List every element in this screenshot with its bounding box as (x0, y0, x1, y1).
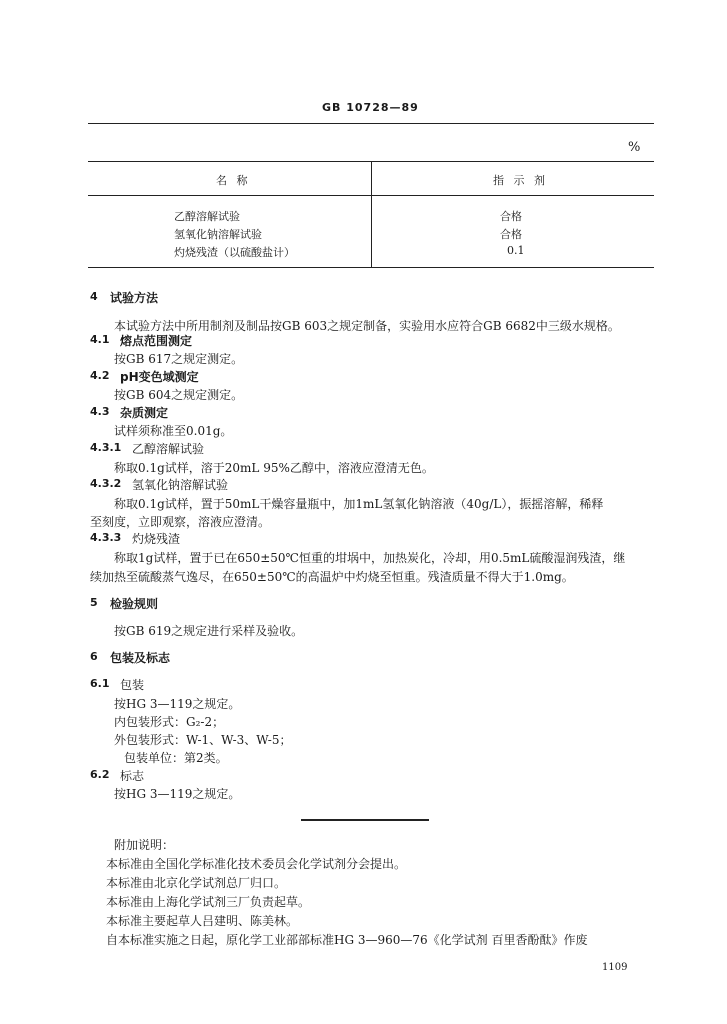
column-header-name: 名 称 (216, 174, 251, 187)
table-row-name: 灼烧残渣（以硫酸盐计） (174, 246, 295, 259)
notes-separator (301, 819, 429, 821)
paragraph: 按HG 3—119之规定。 (114, 787, 241, 801)
header-rule (88, 123, 654, 124)
section-number: 4.3.3 (90, 531, 122, 544)
column-header-value: 指 示 剂 (493, 174, 548, 187)
section-number: 4.3.1 (90, 441, 122, 454)
section-number: 4.1 (90, 333, 110, 346)
section-number: 4.2 (90, 369, 110, 382)
section-number: 5 (90, 596, 98, 609)
section-number: 4 (90, 290, 98, 303)
section-title: 杂质测定 (120, 406, 169, 420)
notes-heading: 附加说明： (114, 838, 175, 852)
section-number: 4.3.2 (90, 477, 122, 490)
section-title: 熔点范围测定 (120, 334, 193, 348)
section-number: 6 (90, 650, 98, 663)
section-number: 4.3 (90, 405, 110, 418)
paragraph: 称取0.1g试样，置于50mL干燥容量瓶中，加1mL氢氧化钠溶液（40g/L），振摇溶解，稀释 (114, 497, 604, 511)
table-row-name: 氢氧化钠溶解试验 (174, 228, 262, 241)
table-bottom-rule (88, 267, 654, 268)
section-title: 试验方法 (110, 291, 159, 305)
note-line: 本标准由全国化学标准化技术委员会化学试剂分会提出。 (106, 857, 407, 871)
section-title: 检验规则 (110, 597, 159, 611)
table-row-value: 0.1 (507, 244, 525, 257)
section-title: 氢氧化钠溶解试验 (132, 478, 229, 492)
table-header-rule (88, 195, 654, 196)
paragraph: 包装单位：第2类。 (124, 751, 228, 765)
section-title: 包装及标志 (110, 651, 171, 665)
note-line: 本标准由上海化学试剂三厂负责起草。 (106, 895, 311, 909)
paragraph: 按GB 604之规定测定。 (114, 388, 244, 402)
paragraph: 称取1g试样，置于已在650±50℃恒重的坩埚中，加热炭化，冷却，用0.5mL硫酸湿润残渣，继 (114, 551, 626, 565)
page-number: 1109 (602, 962, 628, 973)
table-column-divider (371, 161, 372, 268)
paragraph: 按GB 617之规定测定。 (114, 352, 244, 366)
table-row-value: 合格 (500, 210, 522, 223)
table-row-value: 合格 (500, 228, 522, 241)
paragraph: 按HG 3—119之规定。 (114, 697, 241, 711)
document-code: GB 10728—89 (322, 101, 419, 114)
paragraph: 至刻度，立即观察，溶液应澄清。 (90, 515, 271, 529)
note-line: 本标准由北京化学试剂总厂归口。 (106, 876, 287, 890)
section-title: 包装 (120, 678, 145, 692)
table-row-name: 乙醇溶解试验 (174, 210, 240, 223)
section-title: 标志 (120, 769, 145, 783)
unit-label: % (628, 140, 641, 155)
note-line: 本标准主要起草人吕建明、陈美林。 (106, 914, 299, 928)
section-title: 乙醇溶解试验 (132, 442, 205, 456)
section-number: 6.2 (90, 768, 110, 781)
paragraph: 按GB 619之规定进行采样及验收。 (114, 624, 304, 638)
section-title: 灼烧残渣 (132, 532, 181, 546)
note-line: 自本标准实施之日起，原化学工业部部标准HG 3—960—76《化学试剂 百里香酚酞》作废 (106, 933, 588, 947)
section-number: 6.1 (90, 677, 110, 690)
paragraph: 称取0.1g试样，溶于20mL 95%乙醇中，溶液应澄清无色。 (114, 461, 434, 475)
paragraph: 内包装形式：G₂-2； (114, 715, 225, 729)
paragraph: 试样须称准至0.01g。 (114, 424, 233, 438)
paragraph: 本试验方法中所用制剂及制品按GB 603之规定制备，实验用水应符合GB 6682中三级水规格。 (114, 319, 620, 333)
section-title: pH变色域测定 (120, 370, 199, 384)
paragraph: 外包装形式：W-1、W-3、W-5； (114, 733, 292, 747)
paragraph: 续加热至硫酸蒸气逸尽，在650±50℃的高温炉中灼烧至恒重。残渣质量不得大于1.0mg。 (90, 570, 574, 584)
